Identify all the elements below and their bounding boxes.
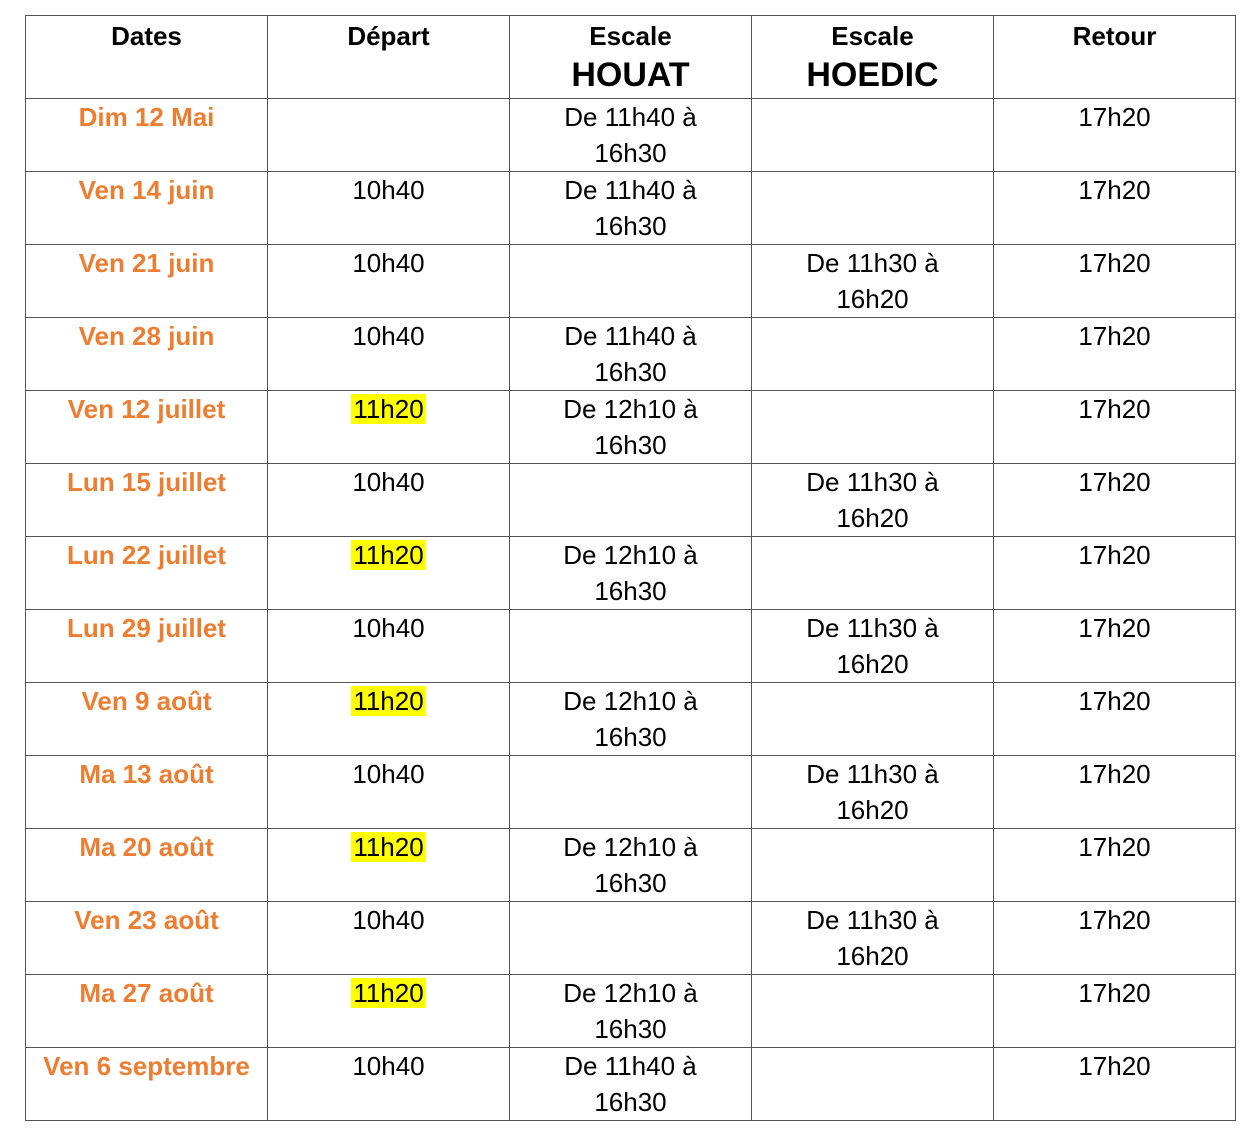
houat-cell — [510, 464, 752, 537]
depart-cell — [268, 683, 510, 756]
hoedic-cell — [752, 975, 994, 1048]
hoedic-cell — [752, 391, 994, 464]
depart-cell — [268, 99, 510, 172]
hoedic-line-1: De 11h30 à — [806, 759, 939, 789]
table-row — [26, 99, 1236, 172]
houat-line-1: De 11h40 à — [564, 102, 697, 132]
table-row — [26, 172, 1236, 245]
date-cell: Ven 28 juin — [26, 318, 268, 391]
hoedic-line-2: 16h20 — [836, 941, 909, 971]
retour-cell: 17h20 — [994, 245, 1236, 318]
header-escale-houat — [510, 16, 752, 99]
depart-time-highlighted: 11h20 — [353, 832, 424, 862]
houat-line-1: De 11h40 à — [564, 321, 697, 351]
table-row — [26, 391, 1236, 464]
houat-line-2: 16h30 — [594, 576, 667, 606]
date-cell: Ven 9 août — [26, 683, 268, 756]
table-row — [26, 1048, 1236, 1121]
table-row — [26, 245, 1236, 318]
hoedic-cell — [752, 756, 994, 829]
hoedic-cell — [752, 829, 994, 902]
houat-line-2: 16h30 — [594, 211, 667, 241]
depart-time: 10h40 — [352, 759, 425, 789]
hoedic-line-1: De 11h30 à — [806, 248, 939, 278]
houat-line-1: De 12h10 à — [563, 540, 698, 570]
depart-time: 10h40 — [352, 905, 425, 935]
depart-cell — [268, 172, 510, 245]
date-cell: Ma 13 août — [26, 756, 268, 829]
depart-time-highlighted: 11h20 — [353, 978, 424, 1008]
depart-cell — [268, 1048, 510, 1121]
retour-cell: 17h20 — [994, 829, 1236, 902]
hoedic-cell — [752, 318, 994, 391]
houat-line-1: De 11h40 à — [564, 175, 697, 205]
table-row — [26, 610, 1236, 683]
houat-cell — [510, 245, 752, 318]
date-cell: Ven 21 juin — [26, 245, 268, 318]
date-cell: Ma 27 août — [26, 975, 268, 1048]
houat-line-2: 16h30 — [594, 430, 667, 460]
retour-cell: 17h20 — [994, 391, 1236, 464]
retour-cell: 17h20 — [994, 537, 1236, 610]
retour-cell: 17h20 — [994, 610, 1236, 683]
date-cell: Lun 15 juillet — [26, 464, 268, 537]
retour-cell: 17h20 — [994, 172, 1236, 245]
retour-cell: 17h20 — [994, 1048, 1236, 1121]
table-row — [26, 318, 1236, 391]
date-cell: Dim 12 Mai — [26, 99, 268, 172]
houat-cell — [510, 99, 752, 172]
depart-time-highlighted: 11h20 — [353, 394, 424, 424]
houat-cell — [510, 683, 752, 756]
date-cell: Lun 22 juillet — [26, 537, 268, 610]
houat-cell — [510, 318, 752, 391]
header-retour — [994, 16, 1236, 99]
retour-cell: 17h20 — [994, 756, 1236, 829]
depart-time-highlighted: 11h20 — [353, 686, 424, 716]
depart-time: 10h40 — [352, 1051, 425, 1081]
hoedic-cell — [752, 1048, 994, 1121]
date-cell: Lun 29 juillet — [26, 610, 268, 683]
depart-time: 10h40 — [352, 613, 425, 643]
houat-line-2: 16h30 — [594, 1087, 667, 1117]
houat-line-2: 16h30 — [594, 868, 667, 898]
hoedic-line-1: De 11h30 à — [806, 467, 939, 497]
date-cell: Ven 23 août — [26, 902, 268, 975]
houat-cell — [510, 610, 752, 683]
depart-cell — [268, 391, 510, 464]
depart-cell — [268, 610, 510, 683]
houat-line-1: De 12h10 à — [563, 832, 698, 862]
hoedic-cell — [752, 537, 994, 610]
table-row — [26, 537, 1236, 610]
depart-cell — [268, 245, 510, 318]
houat-line-1: De 12h10 à — [563, 394, 698, 424]
retour-cell: 17h20 — [994, 99, 1236, 172]
houat-line-2: 16h30 — [594, 357, 667, 387]
hoedic-cell — [752, 245, 994, 318]
houat-cell — [510, 756, 752, 829]
houat-line-2: 16h30 — [594, 1014, 667, 1044]
retour-cell: 17h20 — [994, 464, 1236, 537]
date-cell: Ven 6 septembre — [26, 1048, 268, 1121]
houat-line-1: De 12h10 à — [563, 686, 698, 716]
depart-time: 10h40 — [352, 467, 425, 497]
depart-cell — [268, 537, 510, 610]
hoedic-line-2: 16h20 — [836, 795, 909, 825]
retour-cell: 17h20 — [994, 975, 1236, 1048]
hoedic-line-2: 16h20 — [836, 649, 909, 679]
depart-cell — [268, 975, 510, 1048]
header-escale-hoedic — [752, 16, 994, 99]
table-row — [26, 902, 1236, 975]
hoedic-cell — [752, 902, 994, 975]
date-cell: Ven 14 juin — [26, 172, 268, 245]
houat-cell — [510, 1048, 752, 1121]
date-cell: Ma 20 août — [26, 829, 268, 902]
houat-line-2: 16h30 — [594, 722, 667, 752]
hoedic-line-1: De 11h30 à — [806, 905, 939, 935]
hoedic-cell — [752, 464, 994, 537]
houat-line-2: 16h30 — [594, 138, 667, 168]
houat-cell — [510, 391, 752, 464]
hoedic-line-1: De 11h30 à — [806, 613, 939, 643]
header-dates-label: Dates — [111, 21, 182, 51]
houat-cell — [510, 975, 752, 1048]
depart-cell — [268, 464, 510, 537]
depart-time-highlighted: 11h20 — [353, 540, 424, 570]
depart-cell — [268, 318, 510, 391]
hoedic-cell — [752, 610, 994, 683]
hoedic-line-2: 16h20 — [836, 284, 909, 314]
table-row — [26, 975, 1236, 1048]
hoedic-cell — [752, 172, 994, 245]
header-dates — [26, 16, 268, 99]
houat-line-1: De 12h10 à — [563, 978, 698, 1008]
retour-cell: 17h20 — [994, 683, 1236, 756]
hoedic-cell — [752, 683, 994, 756]
depart-cell — [268, 829, 510, 902]
header-row — [26, 16, 1236, 99]
header-escale-hoedic-top: Escale — [831, 21, 914, 51]
table-row — [26, 829, 1236, 902]
houat-cell — [510, 537, 752, 610]
hoedic-cell — [752, 99, 994, 172]
houat-cell — [510, 829, 752, 902]
header-escale-houat-top: Escale — [589, 21, 672, 51]
depart-time: 10h40 — [352, 321, 425, 351]
retour-cell: 17h20 — [994, 318, 1236, 391]
header-escale-hoedic-name: HOEDIC — [806, 56, 939, 94]
depart-cell — [268, 902, 510, 975]
header-escale-houat-name: HOUAT — [571, 56, 690, 94]
houat-cell — [510, 172, 752, 245]
houat-cell — [510, 902, 752, 975]
houat-line-1: De 11h40 à — [564, 1051, 697, 1081]
depart-time: 10h40 — [352, 248, 425, 278]
table-row — [26, 464, 1236, 537]
date-cell: Ven 12 juillet — [26, 391, 268, 464]
table-row — [26, 756, 1236, 829]
retour-cell: 17h20 — [994, 902, 1236, 975]
header-depart-label: Départ — [347, 21, 430, 51]
header-retour-label: Retour — [1072, 21, 1157, 51]
hoedic-line-2: 16h20 — [836, 503, 909, 533]
depart-time: 10h40 — [352, 175, 425, 205]
depart-cell — [268, 756, 510, 829]
table-row — [26, 683, 1236, 756]
schedule-table — [25, 15, 1236, 1121]
header-depart — [268, 16, 510, 99]
